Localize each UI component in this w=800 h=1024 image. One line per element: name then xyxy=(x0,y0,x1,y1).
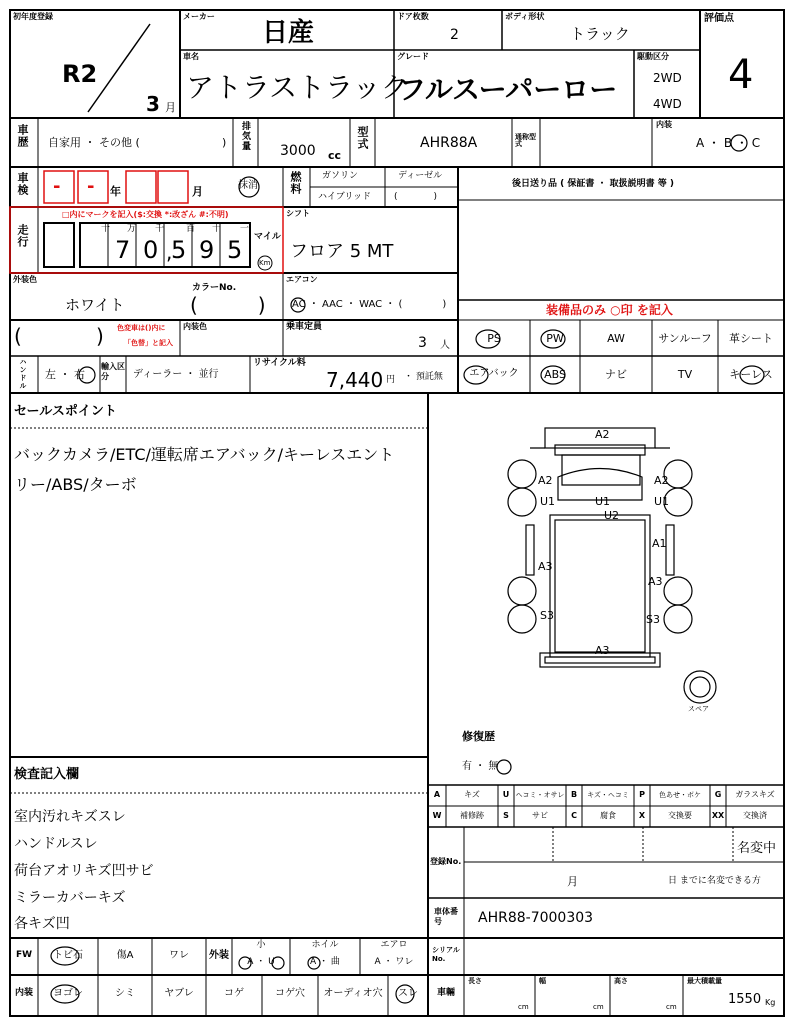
km-label: Km xyxy=(259,259,271,267)
registration-month-unit: 月 xyxy=(567,875,578,888)
mileage-comma: , xyxy=(166,240,173,264)
legend-text: ガラスキズ xyxy=(735,790,775,799)
inspection-note-line: ハンドルスレ xyxy=(14,836,98,852)
diagram-label: S3 xyxy=(540,609,554,622)
diagram-label: A3 xyxy=(648,575,663,588)
equip-keyless: キーレス xyxy=(729,368,773,381)
inspection-note-line: 荷台アオリキズ凹サビ xyxy=(14,863,154,879)
car-name-label: 車名 xyxy=(183,52,199,61)
legend-code: U xyxy=(502,790,510,799)
fw-label: FW xyxy=(15,950,33,960)
fuel-hybrid-paren: ( ) xyxy=(394,192,438,202)
fw-item: トビ石 xyxy=(53,950,83,961)
spare-tire-label: スペア xyxy=(688,705,709,713)
body-type-value: トラック xyxy=(570,25,630,43)
mileage-unit: 万 xyxy=(127,224,137,234)
legend-text: 交換要 xyxy=(668,811,692,820)
legend-code: XX xyxy=(711,811,725,820)
inspection-label: 車検 xyxy=(16,172,29,196)
equip-leather-seat: 革シート xyxy=(729,332,773,345)
displacement-unit: cc xyxy=(328,149,342,162)
mileage-label: 走行 xyxy=(16,224,29,248)
legend-code: S xyxy=(503,811,509,820)
equip-abs: ABS xyxy=(544,368,566,381)
mileage-digit: 9 xyxy=(199,236,215,264)
mileage-unit: 百 xyxy=(186,224,196,234)
aircon-label: エアコン xyxy=(286,275,318,284)
body-number-label: 車体番号 xyxy=(434,907,458,926)
inspection-year-unit: 年 xyxy=(110,185,121,198)
mile-label: マイル xyxy=(254,232,281,242)
equip-aw: AW xyxy=(607,332,625,345)
interior-grade-options: A ・ B ・ C xyxy=(696,136,761,150)
mileage-digit: 5 xyxy=(227,236,243,264)
first-registration-era: R2 xyxy=(62,60,98,88)
interior-item: コゲ xyxy=(224,988,244,999)
inspection-month-unit: 月 xyxy=(192,185,203,198)
width-unit: cm xyxy=(593,1003,604,1011)
deposit-value: ・ 預託無 xyxy=(404,372,443,382)
truck-damage-diagram xyxy=(500,425,730,715)
legend-text: サビ xyxy=(532,811,548,820)
legend-code: G xyxy=(714,790,722,799)
history-label: 車歴 xyxy=(16,124,29,148)
first-registration-label: 初年度登録 xyxy=(13,12,53,21)
interior-item: スレ xyxy=(398,988,418,999)
doors-value: 2 xyxy=(450,27,459,43)
history-value: 自家用 ・ その他 ( xyxy=(48,136,140,149)
interior-item: オーディオ穴 xyxy=(323,988,383,999)
mileage-unit: 千 xyxy=(155,224,165,234)
recycle-value: 7,440 xyxy=(326,368,384,392)
fw-item: 傷A xyxy=(116,950,134,961)
legend-code: P xyxy=(639,790,645,799)
inspection-none: 抹消 xyxy=(238,180,258,191)
drive-2wd: 2WD xyxy=(653,71,682,85)
diagram-label: U1 xyxy=(540,495,556,508)
aero-options: A ・ ワレ xyxy=(374,957,414,967)
month-unit: 月 xyxy=(165,101,176,114)
body-number-value: AHR88-7000303 xyxy=(478,910,594,926)
legend-code: B xyxy=(570,790,578,799)
interior-item: ヨゴレ xyxy=(53,988,83,999)
small-damage-options: A ・ U xyxy=(247,957,275,967)
legend-text: 補修跡 xyxy=(460,811,484,820)
interior-item: シミ xyxy=(115,988,135,999)
interior-grade-label: 内装 xyxy=(656,120,672,129)
handle-label: ハンドル xyxy=(19,358,27,390)
max-load-value: 1550 xyxy=(728,992,762,1007)
registration-deadline: 日 までに名変できる方 xyxy=(668,876,761,886)
diagram-label: U1 xyxy=(654,495,670,508)
inspection-notes-label: 検査記入欄 xyxy=(14,767,80,782)
first-registration-month: 3 xyxy=(146,92,160,116)
max-load-unit: Kg xyxy=(765,998,776,1007)
drive-type-label: 駆動区分 xyxy=(637,52,669,61)
later-items-label: 後日送り品 ( 保証書 ・ 取扱説明書 等 ) xyxy=(512,179,675,189)
inspection-note-line: 各キズ凹 xyxy=(14,916,70,932)
legend-code: C xyxy=(571,811,577,820)
color-no-label: カラーNo. xyxy=(192,283,237,293)
displacement-value: 3000 xyxy=(280,143,316,159)
body-type-label: ボディ形状 xyxy=(505,12,545,21)
legend-text: 腐食 xyxy=(600,811,616,820)
import-value: ディーラー ・ 並行 xyxy=(133,369,219,380)
legend-text: 色あせ・ボケ xyxy=(659,791,701,799)
wheel-options: A ・ 曲 xyxy=(310,957,340,967)
width-label: 幅 xyxy=(539,977,546,985)
diagram-label: A1 xyxy=(652,537,667,550)
mileage-digit: 7 xyxy=(115,236,131,264)
max-load-label: 最大積載量 xyxy=(687,977,722,985)
legend-text: 交換済 xyxy=(743,811,767,820)
repair-history-label: 修復歴 xyxy=(462,730,495,743)
diagram-label: S3 xyxy=(646,613,660,626)
exterior-color-label: 外装色 xyxy=(13,275,37,284)
mileage-digit: 5 xyxy=(171,236,187,264)
equip-pw: PW xyxy=(546,332,564,345)
legend-code: X xyxy=(638,811,646,820)
color-change-note: 色変車は()内に xyxy=(117,324,166,332)
diagram-label: A3 xyxy=(595,644,610,657)
diagram-label: A3 xyxy=(538,560,553,573)
capacity-label: 乗車定員 xyxy=(286,322,323,332)
equipment-title: 装備品のみ ○印 を記入 xyxy=(546,303,673,317)
diagram-label: A2 xyxy=(654,474,669,487)
equip-navi: ナビ xyxy=(605,368,627,381)
legend-text: キズ xyxy=(464,790,480,799)
fuel-hybrid: ハイブリッド xyxy=(318,192,372,202)
inspection-dash: - xyxy=(53,176,61,197)
score-value: 4 xyxy=(728,52,754,98)
grade-value: フルスーパーロー xyxy=(398,73,618,106)
maker-label: メーカー xyxy=(183,12,215,21)
equip-sunroof: サンルーフ xyxy=(658,332,712,345)
grade-label: グレード xyxy=(397,52,429,61)
interior-damage-label: 内装 xyxy=(14,988,33,998)
interior-color-close-paren: ) xyxy=(96,324,104,348)
sales-point-line: バックカメラ/ETC/運転席エアバック/キーレスエント xyxy=(14,445,395,464)
wheel-label: ホイル xyxy=(311,940,339,950)
sales-point-label: セールスポイント xyxy=(14,404,117,419)
color-change-note: 「色替」と記入 xyxy=(124,339,173,347)
diagram-label: U1 xyxy=(595,495,611,508)
inspection-note-line: ミラーカバーキズ xyxy=(14,890,126,906)
vehicle-dimensions-label: 車輛 xyxy=(436,988,455,998)
maker-value: 日産 xyxy=(262,18,315,48)
aero-label: エアロ xyxy=(380,940,408,950)
legend-text: キズ・ヘコミ xyxy=(587,791,629,799)
shift-value: フロア 5 MT xyxy=(290,241,394,262)
mileage-unit: 一 xyxy=(240,224,250,234)
diagram-label: A2 xyxy=(595,428,610,441)
interior-item: コゲ穴 xyxy=(275,988,305,999)
mileage-unit: 十 xyxy=(101,224,111,234)
height-label: 高さ xyxy=(614,977,628,985)
handle-value: 左 ・ 右 xyxy=(45,368,85,381)
small-damage-label: 小 xyxy=(256,940,266,950)
interior-color-open-paren: ( xyxy=(14,324,22,348)
mileage-digit: 0 xyxy=(143,236,159,264)
legend-code: A xyxy=(433,790,441,799)
car-name-value: アトラストラック xyxy=(186,71,409,104)
doors-label: ドア枚数 xyxy=(397,12,429,21)
serial-no-label: シリアルNo. xyxy=(432,946,460,964)
shift-label: シフト xyxy=(286,209,310,218)
common-model-label: 通称型式 xyxy=(515,133,536,148)
recycle-label: リサイクル料 xyxy=(253,358,306,368)
fuel-gasoline: ガソリン xyxy=(322,171,359,181)
interior-color-label: 内装色 xyxy=(183,322,207,331)
capacity-value: 3 xyxy=(418,335,427,351)
displacement-label: 排気量 xyxy=(240,121,250,151)
inspection-dash: - xyxy=(87,176,95,197)
sales-point-line: リー/ABS/ターボ xyxy=(14,475,137,494)
name-change-pending: 名変中 xyxy=(737,841,777,856)
equip-airbag: エアバック xyxy=(469,368,519,379)
exterior-color-value: ホワイト xyxy=(65,296,125,314)
score-label: 評価点 xyxy=(704,13,734,24)
registration-no-label: 登録No. xyxy=(430,857,462,866)
repair-history-value: 有 ・ 無 xyxy=(462,761,499,772)
mileage-unit: 十 xyxy=(212,224,222,234)
height-unit: cm xyxy=(666,1003,677,1011)
fuel-diesel: ディーゼル xyxy=(398,171,443,181)
import-label: 輸入区分 xyxy=(101,362,125,381)
length-unit: cm xyxy=(518,1003,529,1011)
model-value: AHR88A xyxy=(420,135,478,151)
recycle-unit: 円 xyxy=(386,375,396,385)
interior-item: ヤブレ xyxy=(164,988,194,999)
color-no-value: ( ) xyxy=(190,293,266,317)
diagram-label: U2 xyxy=(604,509,620,522)
aircon-options: AC ・ AAC ・ WAC ・ ( ) xyxy=(292,299,447,310)
fuel-label: 燃料 xyxy=(289,171,302,195)
diagram-label: A2 xyxy=(538,474,553,487)
equip-tv: TV xyxy=(677,368,693,381)
exterior-damage-label: 外装 xyxy=(209,950,229,961)
length-label: 長さ xyxy=(468,977,482,985)
fw-item: ワレ xyxy=(169,950,189,961)
model-label: 型式 xyxy=(356,126,369,150)
drive-4wd: 4WD xyxy=(653,97,682,111)
legend-text: ヘコミ・オサレ xyxy=(515,791,565,799)
equip-ps: PS xyxy=(487,332,501,345)
legend-code: W xyxy=(432,811,442,820)
mileage-note: □内にマークを記入($:交換 *:改ざん #:不明) xyxy=(62,210,229,219)
history-close-paren: ) xyxy=(222,136,227,149)
inspection-note-line: 室内汚れキズスレ xyxy=(14,809,126,825)
capacity-unit: 人 xyxy=(440,340,450,351)
